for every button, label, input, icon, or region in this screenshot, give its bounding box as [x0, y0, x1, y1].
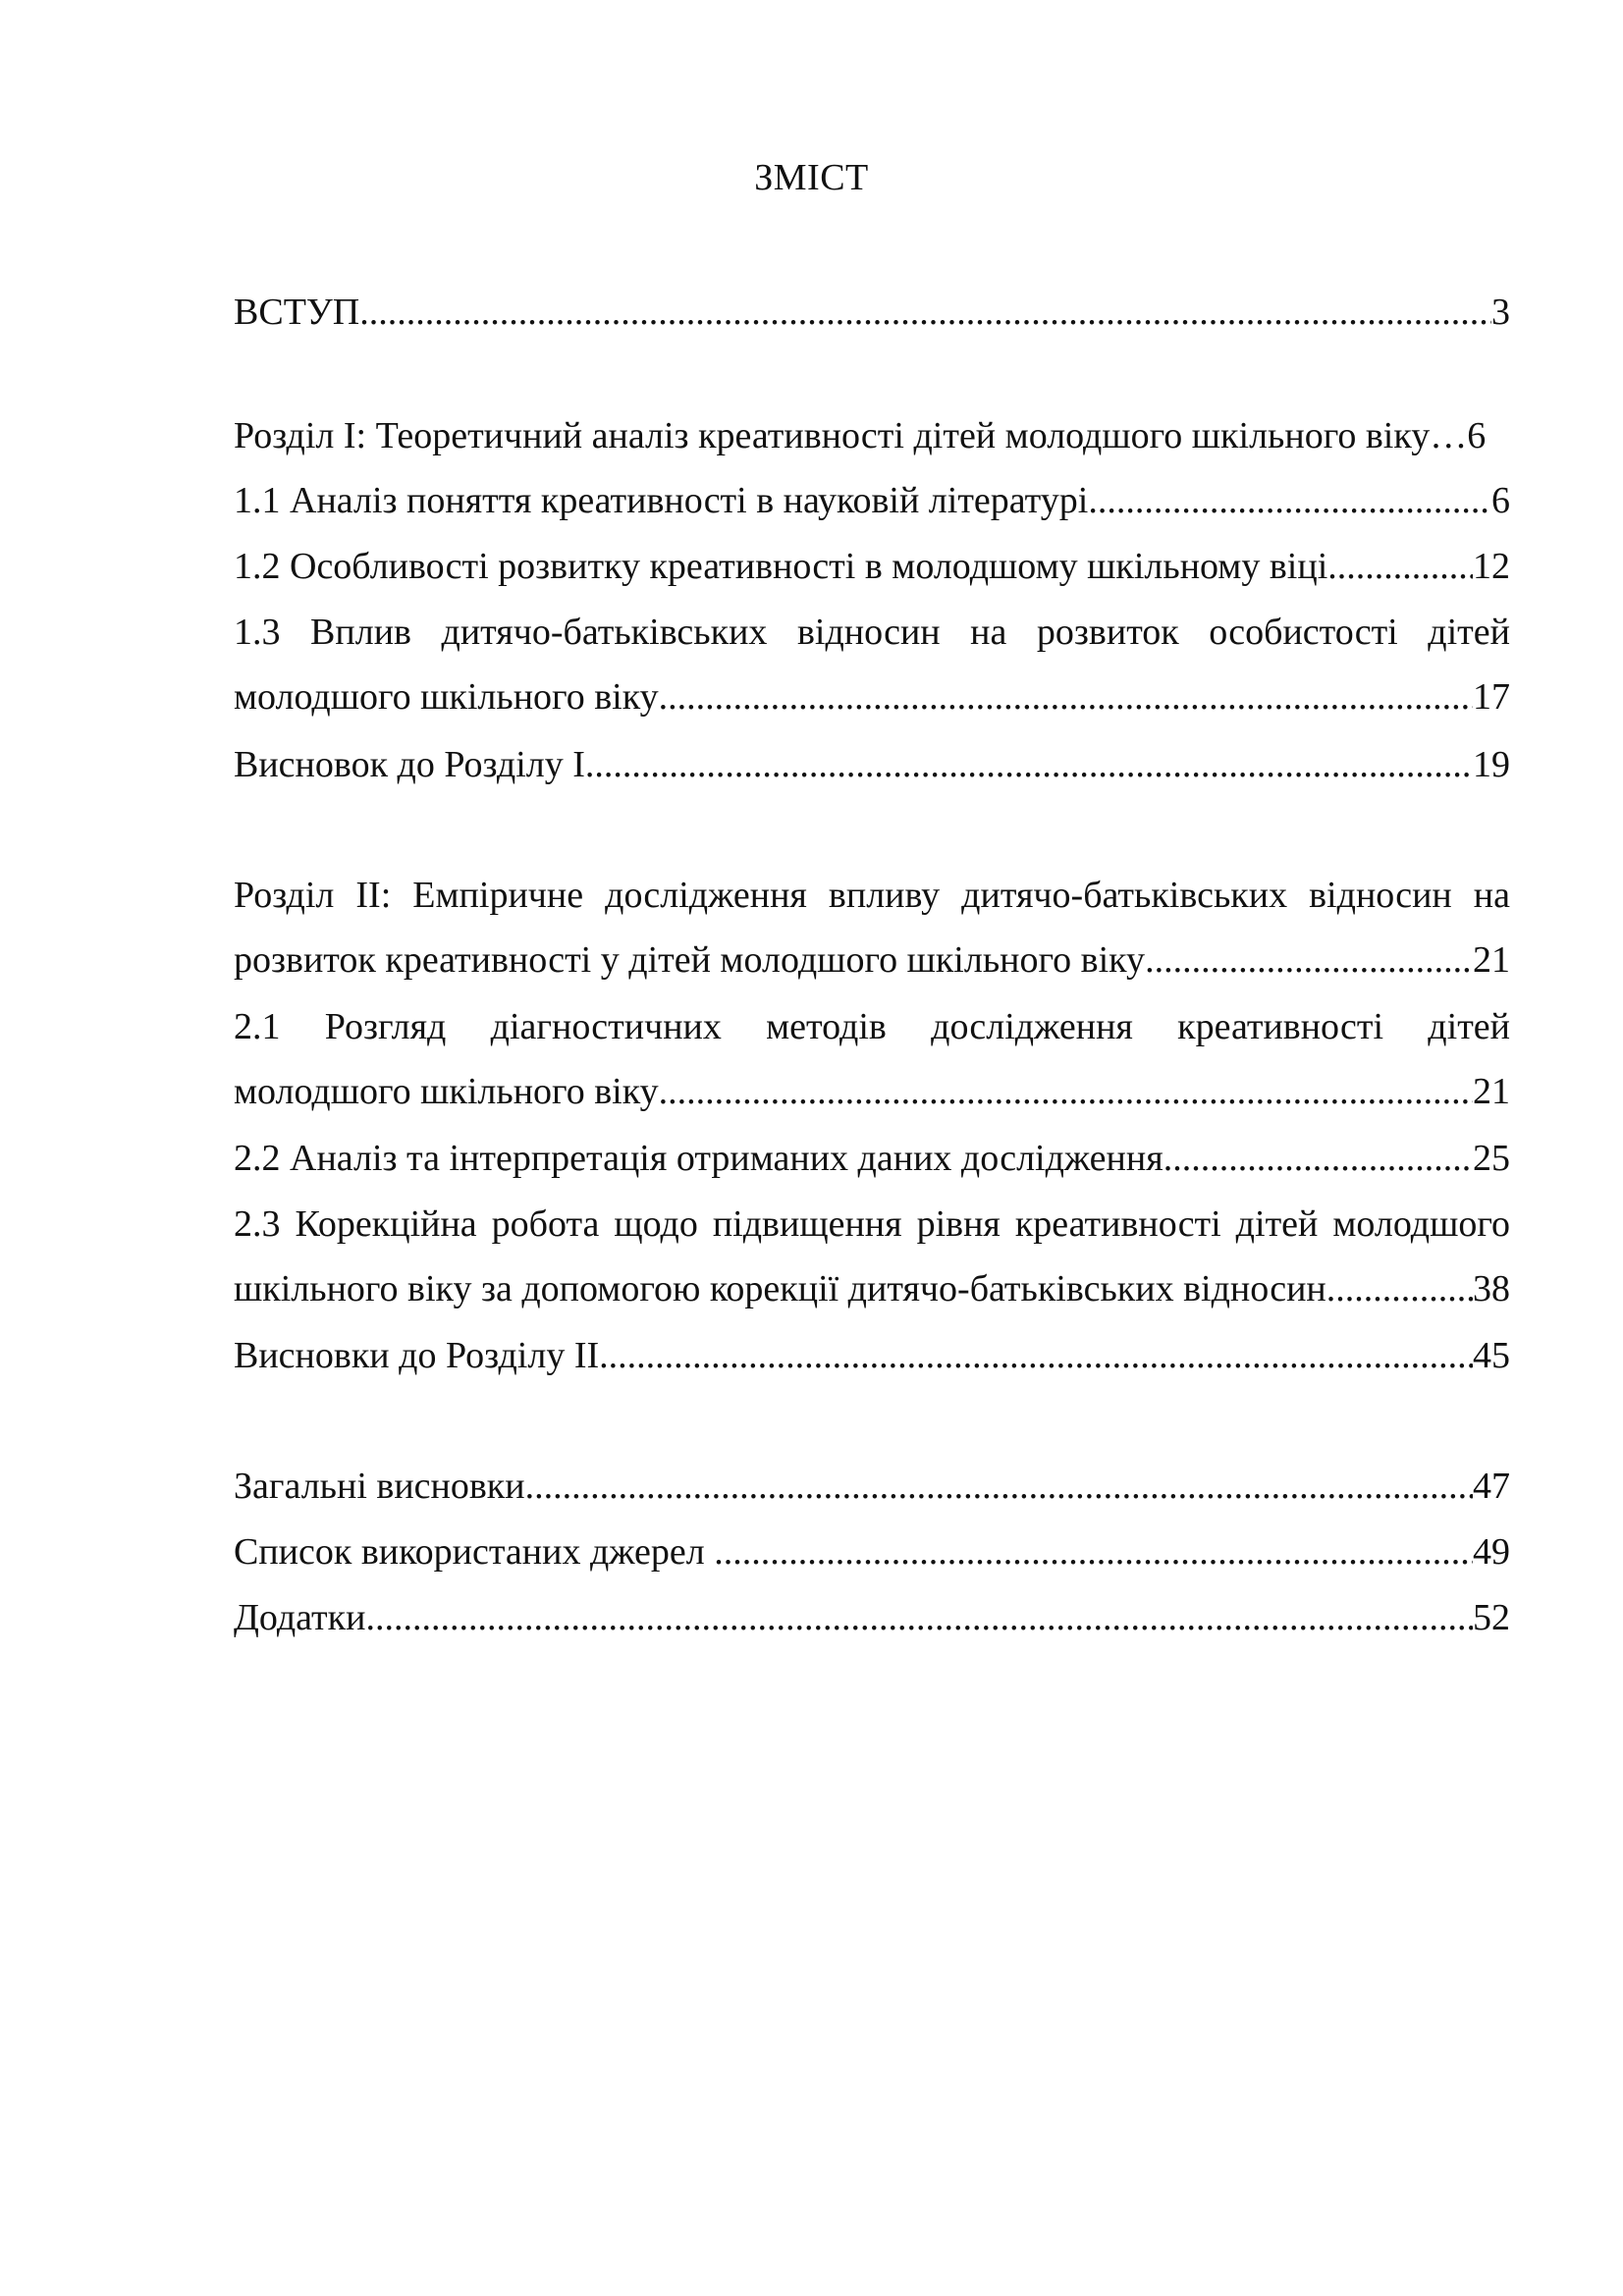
- toc-entry-text-line-1: 2.1 Розгляд діагностичних методів дослідження креативності дітей: [234, 1006, 1510, 1047]
- toc-page-number: 52: [1473, 1597, 1510, 1638]
- toc-entry-conclusion-chapter-2[interactable]: [234, 1323, 1510, 1388]
- toc-page-number: 21: [1473, 1071, 1510, 1112]
- toc-entry-text: Додатки: [234, 1597, 366, 1638]
- toc-entry-text: 2.2 Аналіз та інтерпретація отриманих даних дослідження: [234, 1138, 1163, 1179]
- toc-entry-text: Висновок до Розділу І: [234, 744, 585, 785]
- dot-leader: [365, 1585, 1473, 1650]
- toc-page-number: 38: [1473, 1268, 1510, 1309]
- page-title: ЗМІСТ: [754, 157, 869, 198]
- toc-entry-text-line-2: молодшого шкільного віку: [234, 676, 659, 718]
- dot-leader: [714, 1520, 1473, 1584]
- toc-entry-appendices[interactable]: [234, 1585, 1510, 1650]
- toc-entry-text-line-1: Розділ ІІ: Емпіричне дослідження впливу дитячо-батьківських відносин на: [234, 875, 1510, 916]
- toc-entry-section-1-2[interactable]: [234, 534, 1510, 599]
- dot-leader: [525, 1454, 1473, 1519]
- toc-page-number: 47: [1473, 1466, 1510, 1507]
- dot-leader: [1145, 928, 1473, 992]
- toc-entry-text-line-2: розвиток креативності у дітей молодшого шкільного віку: [234, 939, 1146, 981]
- dot-leader: [585, 732, 1473, 797]
- toc-page-number: 3: [1491, 292, 1510, 333]
- dot-leader: [1327, 534, 1473, 599]
- toc-entry-general-conclusions[interactable]: [234, 1454, 1510, 1519]
- toc-entry-conclusion-chapter-1[interactable]: [234, 732, 1510, 797]
- toc-entry-text: Загальні висновки: [234, 1466, 525, 1507]
- dot-leader: [359, 280, 1491, 345]
- toc-entry-references[interactable]: [234, 1520, 1510, 1584]
- toc-page-number: 17: [1473, 676, 1510, 718]
- dot-leader: [599, 1323, 1473, 1388]
- dot-leader: [1326, 1256, 1473, 1321]
- toc-entry-text-line-1: 2.3 Корекційна робота щодо підвищення рівня креативності дітей молодшого: [234, 1203, 1510, 1245]
- toc-entry-section-2-1[interactable]: [234, 994, 1510, 1124]
- toc-entry-text: 1.2 Особливості розвитку креативності в молодшому шкільному віці: [234, 546, 1328, 587]
- toc-entry-introduction[interactable]: [234, 280, 1510, 345]
- toc-page-number: 45: [1473, 1335, 1510, 1376]
- toc-page-number: 21: [1473, 939, 1510, 981]
- dot-leader: [659, 1059, 1473, 1124]
- toc-page-number: 6: [1491, 480, 1510, 521]
- toc-page-number: 12: [1473, 546, 1510, 587]
- toc-entry-text-line-2: шкільного віку за допомогою корекції дитячо-батьківських відносин: [234, 1268, 1326, 1309]
- toc-entry-section-2-3[interactable]: [234, 1192, 1510, 1321]
- dot-leader: [1163, 1126, 1473, 1191]
- toc-page-number: 49: [1473, 1531, 1510, 1573]
- toc-page-number: 6: [1467, 415, 1487, 456]
- toc-entry-section-1-3[interactable]: [234, 600, 1510, 729]
- toc-entry-chapter-1[interactable]: [234, 403, 1510, 468]
- toc-entry-text-line-1: 1.3 Вплив дитячо-батьківських відносин на розвиток особистості дітей: [234, 612, 1510, 653]
- toc-entry-section-1-1[interactable]: [234, 468, 1510, 533]
- toc-entry-text: 1.1 Аналіз поняття креативності в науковій літературі: [234, 480, 1089, 521]
- toc-entry-text: ВСТУП: [234, 292, 360, 333]
- toc-entry-chapter-2[interactable]: [234, 863, 1510, 992]
- toc-entry-text: Список використаних джерел: [234, 1531, 715, 1573]
- toc-page-number: 25: [1473, 1138, 1510, 1179]
- toc-page-number: 19: [1473, 744, 1510, 785]
- dot-leader: [659, 665, 1473, 729]
- toc-entry-text: Розділ І: Теоретичний аналіз креативності дітей молодшого шкільного віку…: [234, 415, 1468, 456]
- toc-entry-text: Висновки до Розділу ІІ: [234, 1335, 600, 1376]
- dot-leader: [1088, 468, 1491, 533]
- toc-entry-section-2-2[interactable]: [234, 1126, 1510, 1191]
- toc-entry-text-line-2: молодшого шкільного віку: [234, 1071, 659, 1112]
